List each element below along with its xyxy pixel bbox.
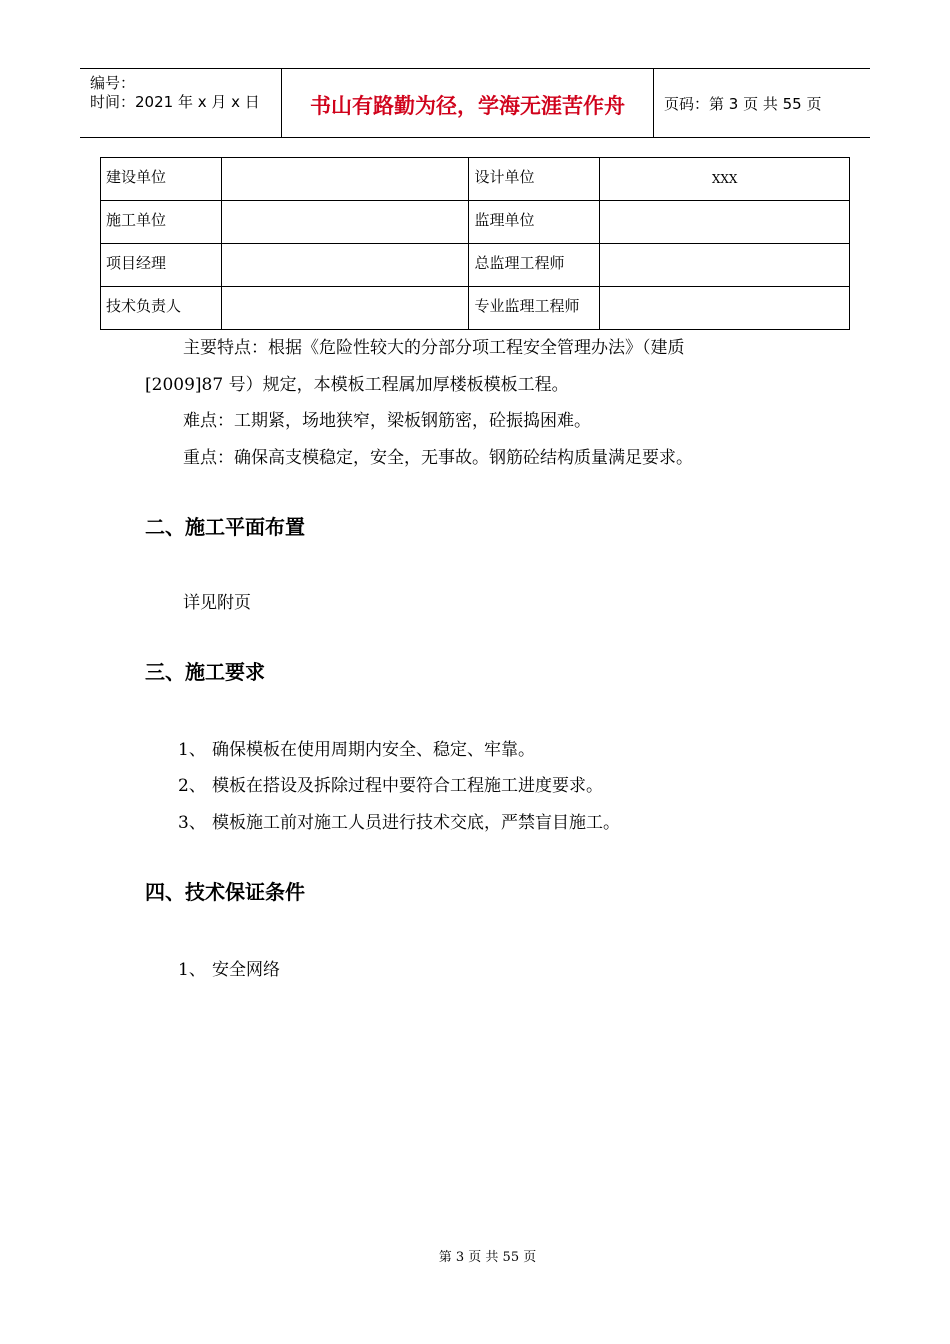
header-motto: 书山有路勤为径，学海无涯苦作舟 <box>282 69 654 137</box>
table-row <box>101 244 850 287</box>
difficulty-paragraph: 难点：工期紧，场地狭窄，梁板钢筋密，砼振捣困难。 <box>183 411 591 431</box>
cell-value <box>221 201 469 244</box>
list-item <box>178 808 620 833</box>
cell-label: 施工单位 <box>101 201 222 244</box>
section3-heading: 三、施工要求 <box>145 660 265 684</box>
feature-paragraph-line2: [2009]87 号）规定，本模板工程属加厚楼板模板工程。 <box>145 375 569 395</box>
feature-paragraph-line1: 主要特点：根据《危险性较大的分部分项工程安全管理办法》（建质 <box>183 338 685 358</box>
section2-text: 详见附页 <box>183 593 251 613</box>
cell-label: 建设单位 <box>101 158 222 201</box>
cell-label: 专业监理工程师 <box>469 287 600 330</box>
list-text: 模板在搭设及拆除过程中要符合工程施工进度要求。 <box>212 776 603 796</box>
list-item <box>178 735 535 760</box>
list-number: 1、 <box>178 960 206 980</box>
number-label: 编号： <box>90 74 136 92</box>
table-row <box>101 158 850 201</box>
list-number: 2、 <box>178 776 206 796</box>
cell-label: 项目经理 <box>101 244 222 287</box>
list-number: 3、 <box>178 813 206 833</box>
section2-heading: 二、施工平面布置 <box>145 515 305 539</box>
table-row <box>101 287 850 330</box>
cell-value <box>600 244 850 287</box>
cell-label: 设计单位 <box>469 158 600 201</box>
section4-heading: 四、技术保证条件 <box>145 880 305 904</box>
list-text: 确保模板在使用周期内安全、稳定、牢靠。 <box>212 740 535 760</box>
cell-value <box>221 287 469 330</box>
list-number: 1、 <box>178 740 206 760</box>
cell-value <box>221 244 469 287</box>
list-item <box>178 771 603 796</box>
cell-value: XXX <box>600 158 850 201</box>
header-page-label: 页码：第 3 页 共 55 页 <box>664 94 822 113</box>
list-text: 安全网络 <box>212 960 280 980</box>
cell-value <box>221 158 469 201</box>
cell-value <box>600 287 850 330</box>
list-item <box>178 955 280 980</box>
page-header <box>80 68 870 138</box>
header-meta <box>80 69 282 137</box>
cell-label: 总监理工程师 <box>469 244 600 287</box>
project-info-table <box>100 157 850 330</box>
cell-label: 监理单位 <box>469 201 600 244</box>
list-text: 模板施工前对施工人员进行技术交底，严禁盲目施工。 <box>212 813 620 833</box>
time-label: 时间：2021 年 x 月 x 日 <box>90 93 260 111</box>
cell-label: 技术负责人 <box>101 287 222 330</box>
cell-value <box>600 201 850 244</box>
key-point-paragraph: 重点：确保高支模稳定，安全，无事故。钢筋砼结构质量满足要求。 <box>183 448 693 468</box>
table-row <box>101 201 850 244</box>
page-footer: 第 3 页 共 55 页 <box>438 1250 537 1265</box>
